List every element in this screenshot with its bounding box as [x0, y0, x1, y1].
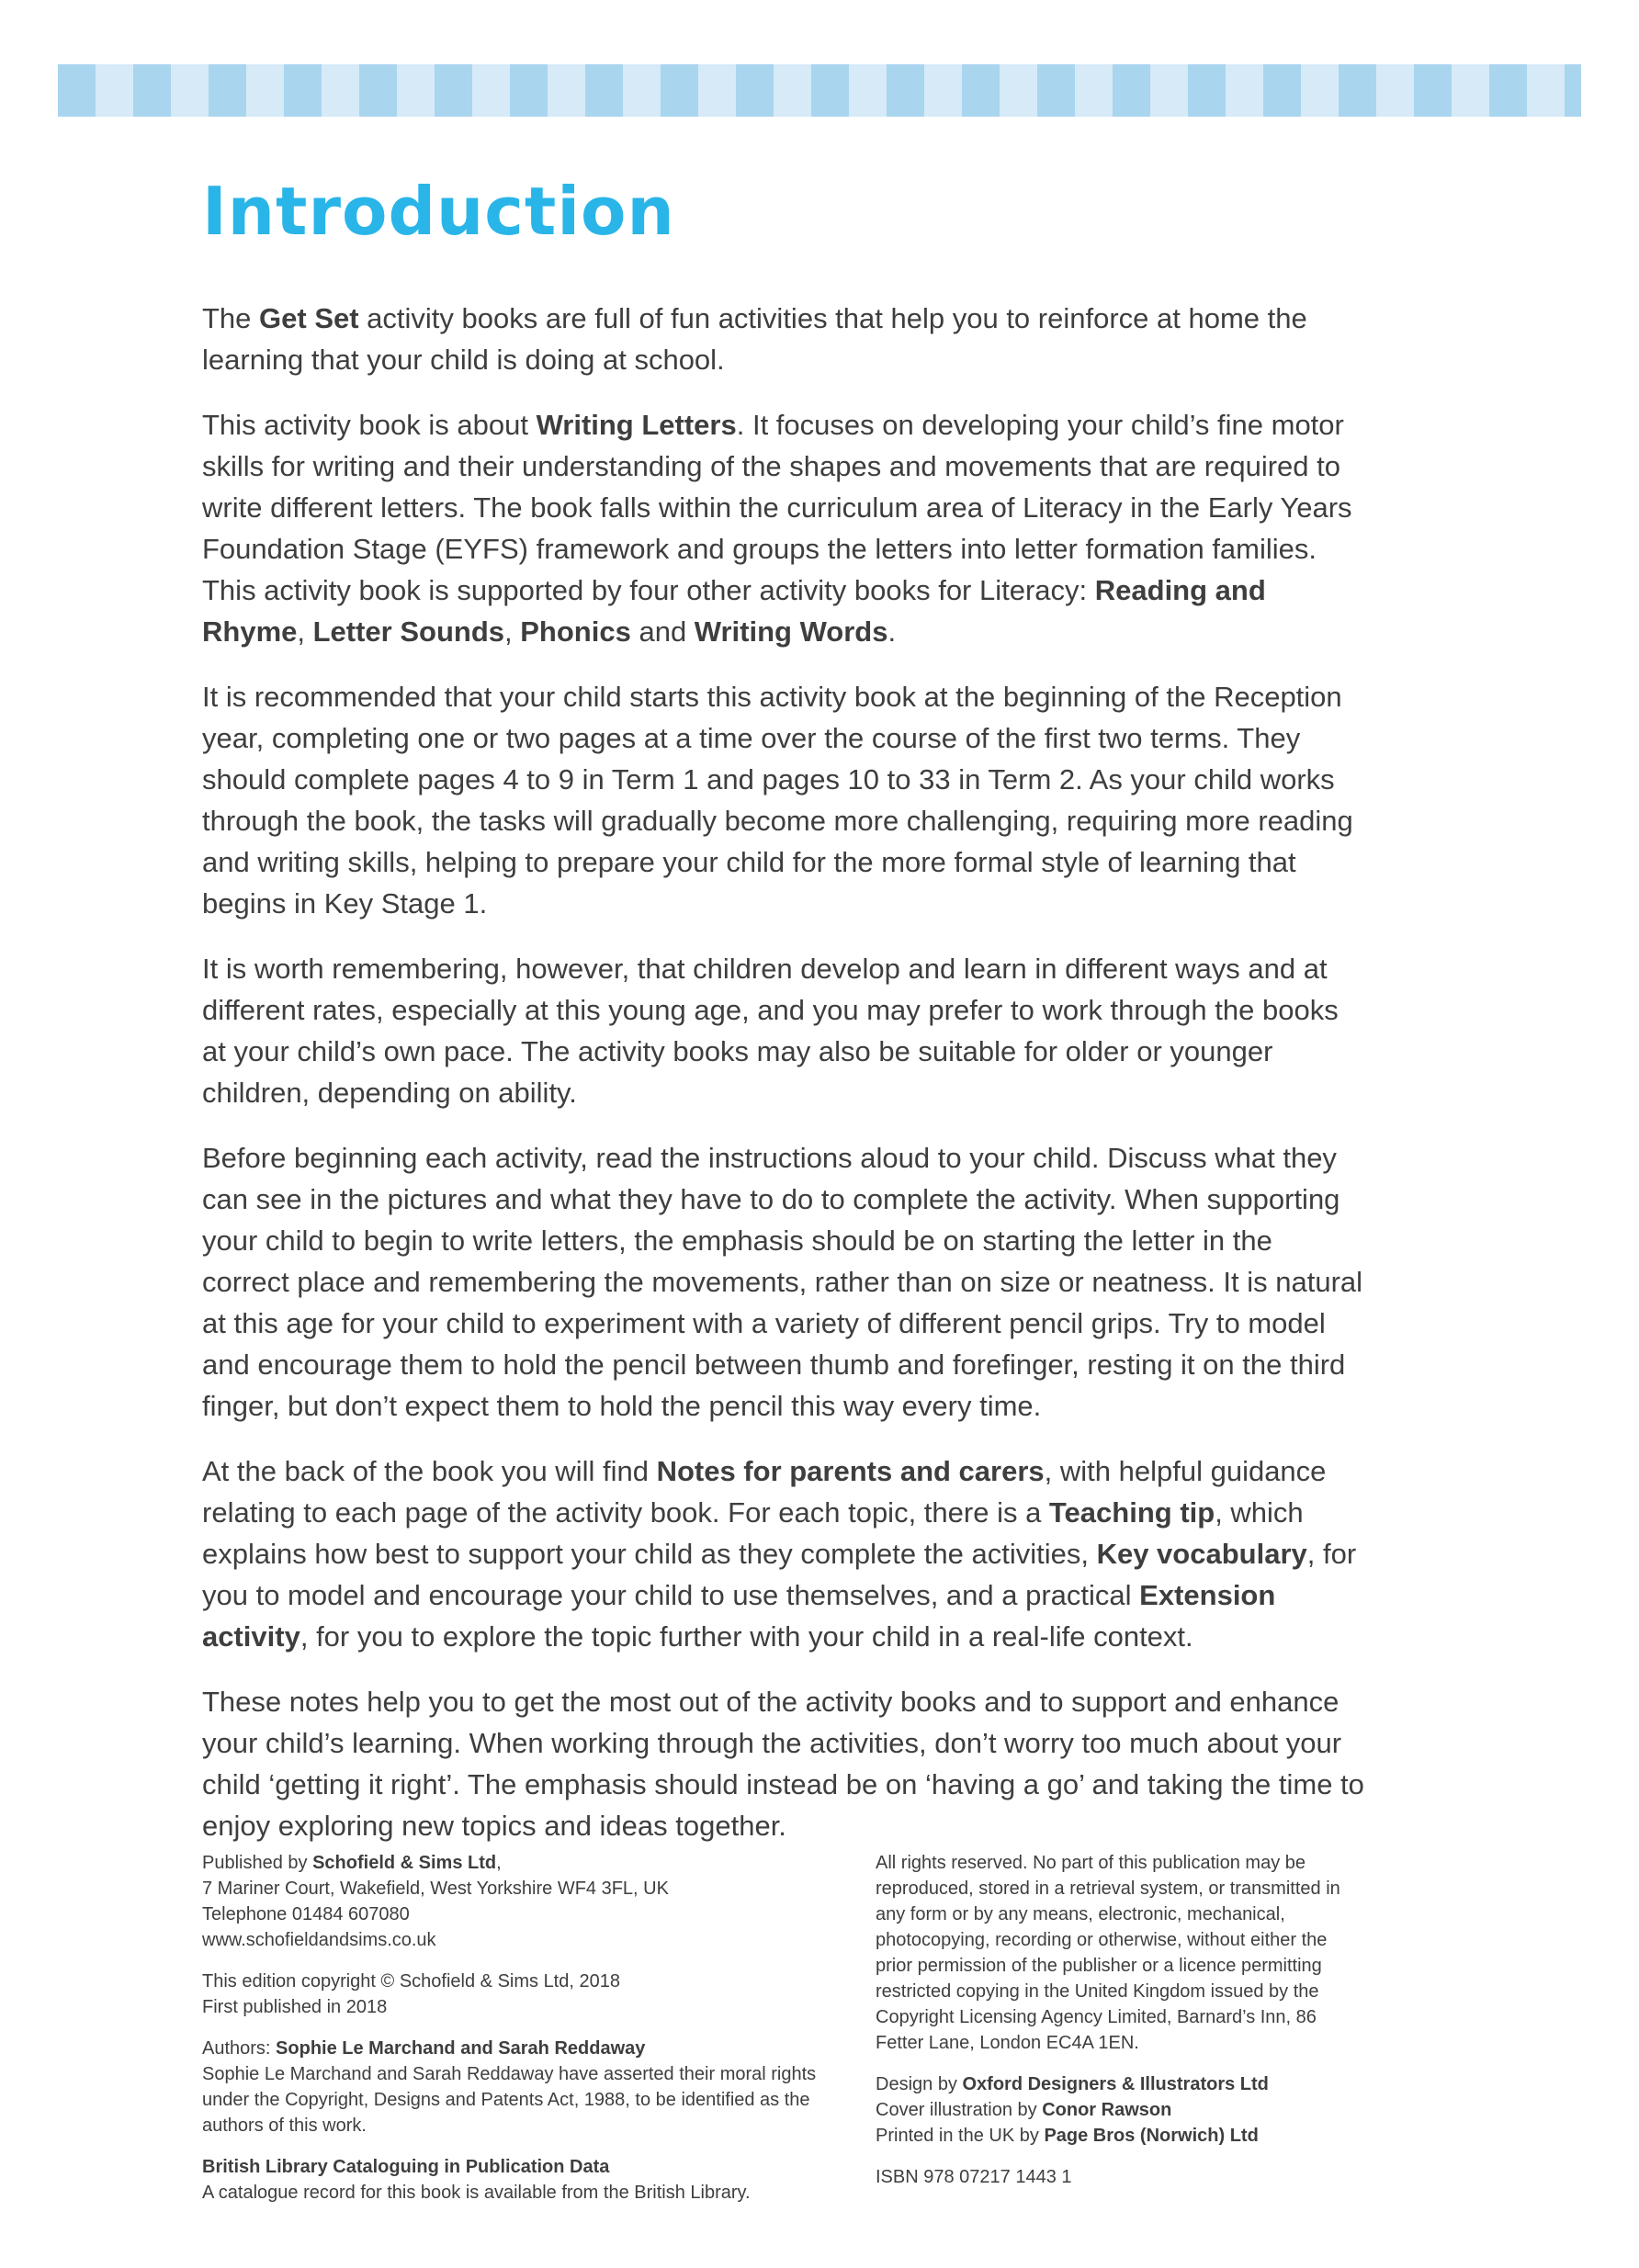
- isbn-block: [876, 2164, 1367, 2190]
- footer-line: This edition copyright © Schofield & Sims Ltd, 2018: [202, 1971, 620, 1992]
- footer-line: 7 Mariner Court, Wakefield, West Yorkshire WF4 3FL, UK: [202, 1879, 669, 1899]
- footer-line: Published by Schofield & Sims Ltd,: [202, 1853, 502, 1873]
- page-title: Introduction: [202, 173, 675, 250]
- authors-block: [202, 2036, 827, 2138]
- striped-banner: [58, 64, 1581, 117]
- body-paragraph-6: At the back of the book you will find Notes for parents and carers, with helpful guidance relating to each page of the activity book. For each topic, there is a Teaching tip, which explains how best to support your child as they complete the activities, Key vocabulary, for you to model and encourage your child to use themselves, and a practical Extension activity, for you to explore the topic further with your child in a real-life context.: [202, 1455, 1357, 1653]
- footer-line: Telephone 01484 607080: [202, 1904, 410, 1924]
- footer-line: First published in 2018: [202, 1997, 388, 2017]
- publisher-website: www.schofieldandsims.co.uk: [202, 1930, 436, 1950]
- cataloguing-block: [202, 2154, 827, 2206]
- footer-line: Printed in the UK by Page Bros (Norwich) Ltd: [876, 2126, 1259, 2146]
- body-paragraph-3: It is recommended that your child starts this activity book at the beginning of the Reception year, completing one or two pages at a time over the course of the first two terms. They should complete pages 4 to 9 in Term 1 and pages 10 to 33 in Term 2. As your child works through the book, the tasks will gradually become more challenging, requiring more reading and writing skills, helping to prepare your child for the more formal style of learning that begins in Key Stage 1.: [202, 681, 1353, 920]
- publisher-block: [202, 1850, 827, 1953]
- footer-line: Cover illustration by Conor Rawson: [876, 2100, 1172, 2120]
- footer-line: All rights reserved. No part of this publication may be reproduced, stored in a retrieval system, or transmitted in any form or by any means, electronic, mechanical, photocopying, recording or otherwise, without either the prior permission of the publisher or a licence permitting restricted copying in the United Kingdom issued by the Copyright Licensing Agency Limited, Barnard’s Inn, 86 Fetter Lane, London EC4A 1EN.: [876, 1853, 1340, 2053]
- credits-block: [876, 2071, 1367, 2149]
- footer-line: British Library Cataloguing in Publication Data: [202, 2157, 610, 2177]
- body-paragraph-5: Before beginning each activity, read the instructions aloud to your child. Discuss what they can see in the pictures and what they have to do to complete the activity. When supporting your child to begin to write letters, the emphasis should be on starting the letter in the correct place and remembering the movements, rather than on size or neatness. It is natural at this age for your child to experiment with a variety of different pencil grips. Try to model and encourage them to hold the pencil between thumb and forefinger, resting it on the third finger, but don’t expect them to hold the pencil this way every time.: [202, 1142, 1363, 1422]
- footer-right-column: [876, 1850, 1367, 2190]
- footer-line: Sophie Le Marchand and Sarah Reddaway have asserted their moral rights under the Copyright, Designs and Patents Act, 1988, to be identified as the authors of this work.: [202, 2064, 817, 2136]
- rights-block: [876, 1850, 1367, 2056]
- footer-line: Authors: Sophie Le Marchand and Sarah Reddaway: [202, 2038, 646, 2059]
- body-paragraph-2: This activity book is about Writing Letters. It focuses on developing your child’s fine motor skills for writing and their understanding of the shapes and movements that are required to write different letters. The book falls within the curriculum area of Literacy in the Early Years Foundation Stage (EYFS) framework and groups the letters into letter formation families. This activity book is supported by four other activity books for Literacy: Reading and Rhyme, Letter Sounds, Phonics and Writing Words.: [202, 409, 1352, 648]
- main-content: [202, 173, 1367, 1870]
- footer-line: A catalogue record for this book is available from the British Library.: [202, 2183, 751, 2203]
- edition-copyright-block: [202, 1969, 827, 2020]
- footer-line: Design by Oxford Designers & Illustrators Ltd: [876, 2074, 1269, 2094]
- isbn-text: ISBN 978 07217 1443 1: [876, 2167, 1072, 2187]
- footer-left-column: [202, 1850, 827, 2206]
- body-paragraph-4: It is worth remembering, however, that children develop and learn in different ways and at different rates, especially at this young age, and you may prefer to work through the books at your child’s own pace. The activity books may also be suitable for older or younger children, depending on ability.: [202, 953, 1339, 1109]
- body-paragraph-7: These notes help you to get the most out of the activity books and to support and enhance your child’s learning. When working through the activities, don’t worry too much about your child ‘getting it right’. The emphasis should instead be on ‘having a go’ and taking the time to enjoy exploring new topics and ideas together.: [202, 1686, 1364, 1842]
- body-paragraph-1: The Get Set activity books are full of fun activities that help you to reinforce at home the learning that your child is doing at school.: [202, 302, 1307, 376]
